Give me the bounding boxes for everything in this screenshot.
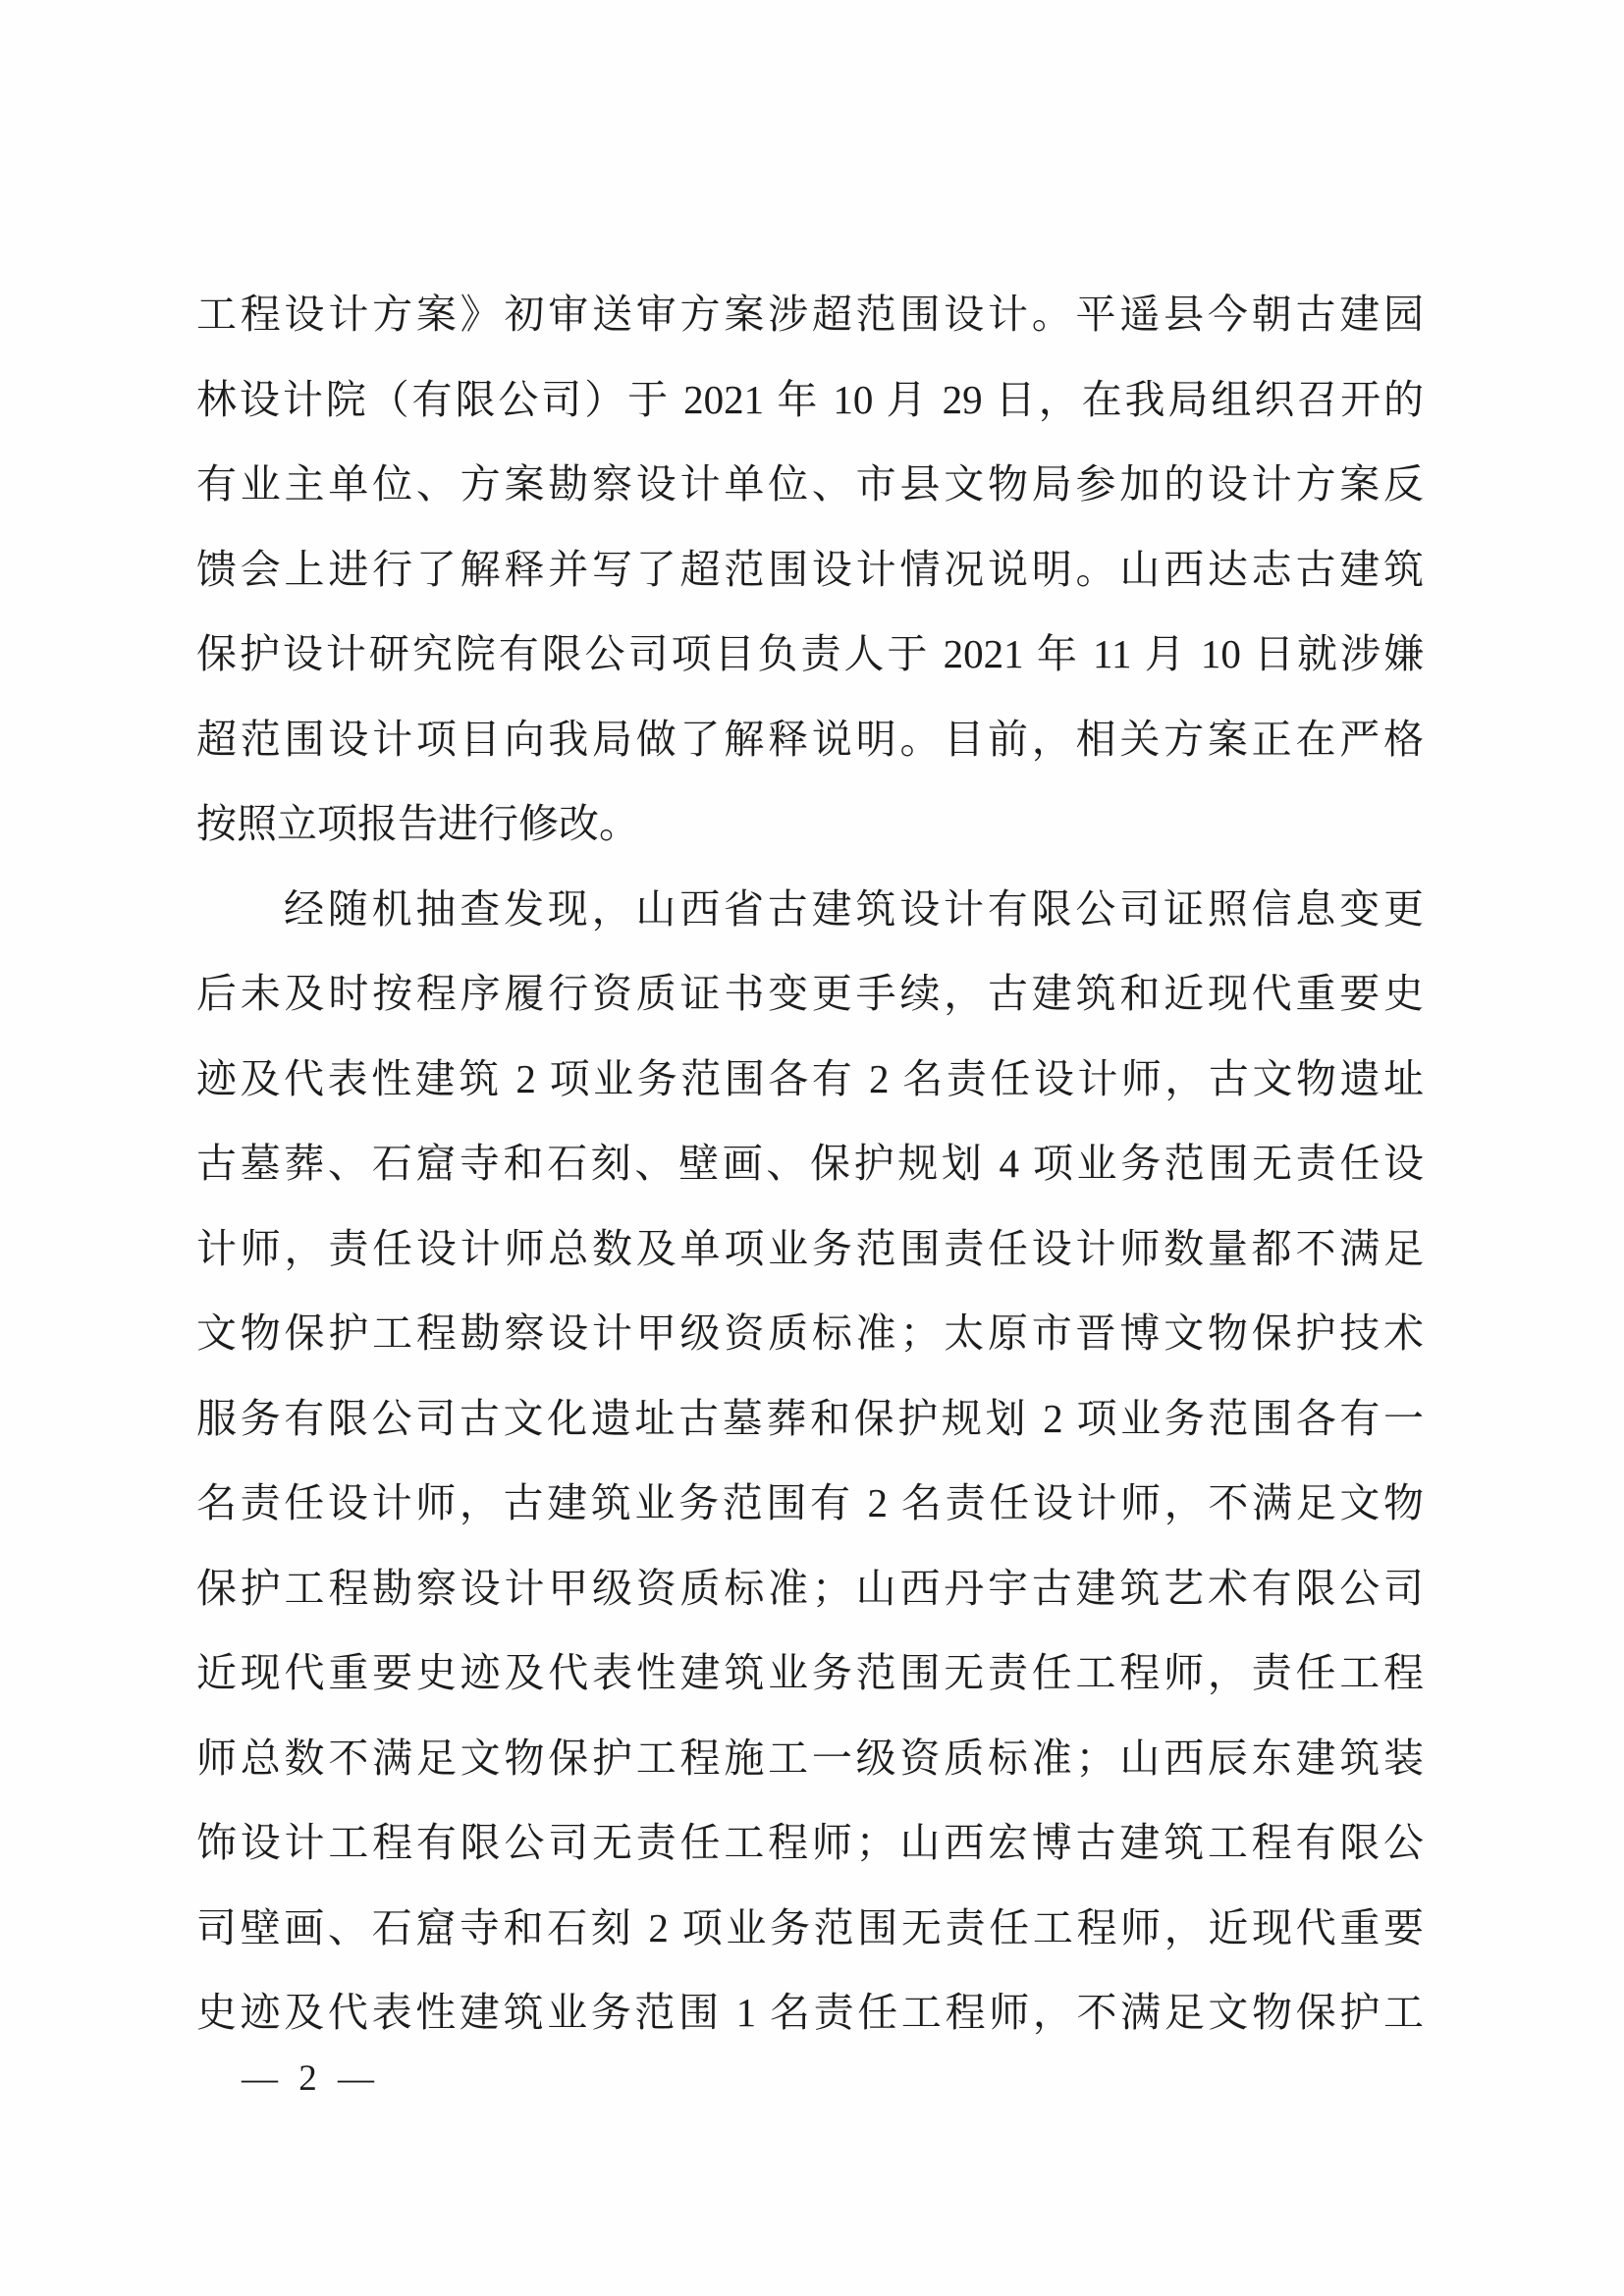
text-line: 有业主单位、方案勘察设计单位、市县文物局参加的设计方案反 xyxy=(196,461,1424,507)
text-line: 迹及代表性建筑 2 项业务范围各有 2 名责任设计师，古文物遗址 xyxy=(196,1055,1424,1101)
text-line: 司壁画、石窟寺和石刻 2 项业务范围无责任工程师，近现代重要 xyxy=(196,1904,1424,1950)
text-line: 保护设计研究院有限公司项目负责人于 2021 年 11 月 10 日就涉嫌 xyxy=(196,631,1424,676)
text-line: 饰设计工程有限公司无责任工程师；山西宏博古建筑工程有限公 xyxy=(196,1820,1424,1865)
text-line: 文物保护工程勘察设计甲级资质标准；太原市晋博文物保护技术 xyxy=(196,1310,1424,1356)
text-line: 保护工程勘察设计甲级资质标准；山西丹宇古建筑艺术有限公司 xyxy=(196,1565,1424,1611)
text-line-paragraph-start: 经随机抽查发现，山西省古建筑设计有限公司证照信息变更 xyxy=(284,885,1424,932)
text-line: 近现代重要史迹及代表性建筑业务范围无责任工程师，责任工程 xyxy=(196,1650,1424,1695)
text-line: 计师，责任设计师总数及单项业务范围责任设计师数量都不满足 xyxy=(196,1225,1424,1271)
text-line: 史迹及代表性建筑业务范围 1 名责任工程师，不满足文物保护工 xyxy=(196,1990,1424,2035)
text-line: 服务有限公司古文化遗址古墓葬和保护规划 2 项业务范围各有一 xyxy=(196,1395,1424,1441)
text-line: 林设计院（有限公司）于 2021 年 10 月 29 日，在我局组织召开的 xyxy=(196,376,1424,422)
page-number: — 2 — xyxy=(242,2058,380,2099)
text-line: 古墓葬、石窟寺和石刻、壁画、保护规划 4 项业务范围无责任设 xyxy=(196,1141,1424,1186)
text-line: 按照立项报告进行修改。 xyxy=(196,801,639,846)
text-line: 馈会上进行了解释并写了超范围设计情况说明。山西达志古建筑 xyxy=(196,546,1424,592)
text-line: 师总数不满足文物保护工程施工一级资质标准；山西辰东建筑装 xyxy=(196,1735,1424,1781)
text-line: 名责任设计师，古建筑业务范围有 2 名责任设计师，不满足文物 xyxy=(196,1480,1424,1525)
body-text xyxy=(196,272,1424,2056)
text-line: 工程设计方案》初审送审方案涉超范围设计。平遥县今朝古建园 xyxy=(196,292,1424,337)
text-line: 超范围设计项目向我局做了解释说明。目前，相关方案正在严格 xyxy=(196,716,1424,762)
text-line: 后未及时按程序履行资质证书变更手续，古建筑和近现代重要史 xyxy=(196,971,1424,1016)
